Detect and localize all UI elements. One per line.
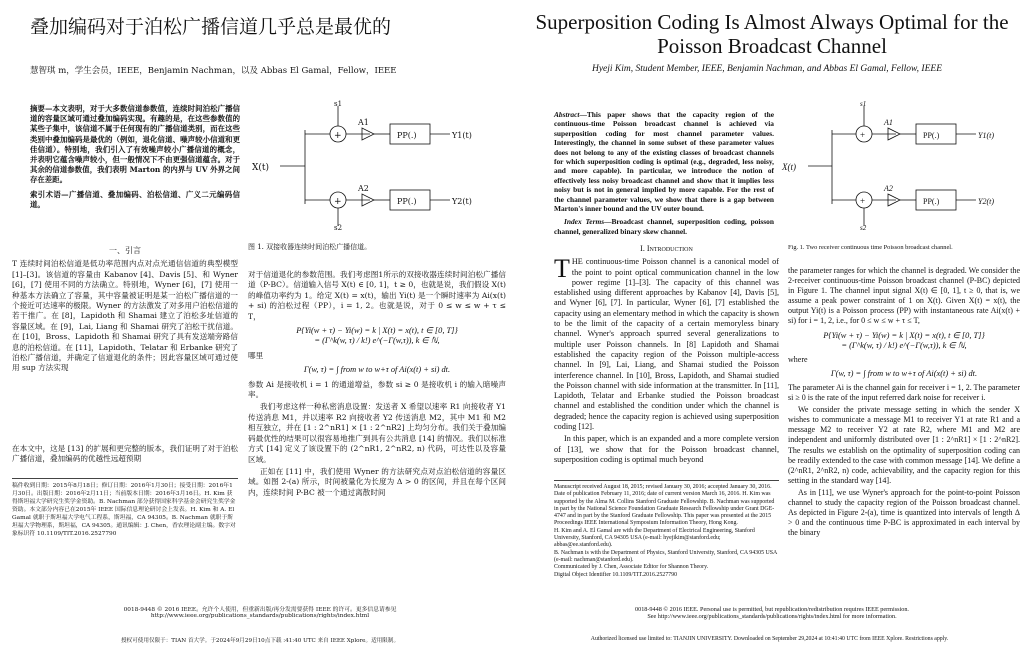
col2-paragraph-3-cn: 我们考虑这样一种私密消息设置：发送者 X 希望以速率 R1 向接收者 Y1 传送消息 M1，并以速率 R2 向接收者 Y2 传送消息 M2，其中 M1 和 M2 相互独立，并在 [1 : 2^nR1] × [1 : 2^nR2] 上均匀分布。我们关于叠加编码最优性的结果可以很容易地推广到具有公共消息 [14] 的情况。我们以标准方式 [14] 定义了该设置下的 (2^nR1, 2^nR2, n) 代码，可达性以及容量区域。 [248,402,506,464]
gamma-formula-en: Γ(w, τ) = ∫ from w to w+τ of Ai(x(t) + si) dt. [830,368,978,378]
intro-paragraph-1-en: HE continuous-time Poisson channel is a canonical model of the point to point optical communication channel in the low power regime [1]–[3]. The capacity of this channel was established using different approaches by Kabanov [4], Davis [5], and Wyner [6], [7]. In particular, Wyner [6], [7] established the capacity using an elementary method in which the capacity is shown to be the limit of the capacity of a certain memoryless binary channel. Wyner's approach spurred several generalizations to multiple user Poisson channels. In [8] Lapidoth and Shamai established the capacity region of the Poisson multiple-access channel. In [9], Lai, Liang, and Shamai studied the Poisson interference channel. In [10], Bross, Lapidoth, and Shamai studied the Poisson channel with side information at the transmitter. In [11], Lapidoth, Telatar and Erbanke studied the Poisson broadcast channel and established the condition under which the channel is degraded; hence the capacity region is achieved using superposition coding [12]. [554,257,779,432]
index-terms-cn: —广播信道、叠加编码、泊松信道、广义二元编码信道。 [30,189,240,209]
copyright-text-en: 0018-9448 © 2016 IEEE. Personal use is permitted, but republication/redistribution requires IEEE permission. [635,606,909,613]
col2-paragraph-3-en: We consider the private message setting in which the sender X wishes to communicate a message M1 to receiver Y1 at rate R1 and a message M2 to receiver Y2 at rate R2, where M1 and M2 are independent and uniformly distributed over [1 : 2^nR1] × [1 : 2^nR2]. The results we establish on the optimality of superposition coding can be readily extended to the case with common message [14]. We define a (2^nR1, 2^nR2, n) code, achievability, and the capacity region for this setting in the standard way [14]. [788,405,1020,485]
adder-plus-1-en: + [860,130,866,140]
download-notice-cn: 授权可使用仅限于：TIAN 首大学。于2024年9月29日10点下载 :41:40 UTC 来自 IEEE Xplore。适用限制。 [120,638,400,644]
index-terms-en: —Broadcast channel, superposition coding, poisson channel, generalized binary skew channel. [554,217,774,236]
abstract-en [554,110,774,236]
prob-formula-lhs-en: P{Yi(w + τ) − Yi(w) = k | X(t) = x(t), t ∈ [0, T]} [823,330,985,340]
probability-formula-en [788,331,1020,351]
footnote-communicated: Communicated by J. Chen, Associate Editor for Shannon Theory. [554,564,709,571]
authors-en: Hyeji Kim, Student Member, IEEE, Benjamin Nachman, and Abbas El Gamal, Fellow, IEEE [591,64,943,74]
copyright-cn [30,604,490,619]
footnote-rule-cn [12,478,238,479]
channel-diagram-cn [250,100,500,230]
pp-label-2-en: PP(.) [923,197,940,206]
copyright-url-cn: http://www.ieee.org/publications_standards/publications/rights/index.html [150,613,370,619]
authors-cn: 慧智琪 m，学生会员，IEEE，Benjamin Nachman，以及 Abbas El Gamal，Fellow，IEEE [30,66,397,76]
col2-paragraph-4-en: As in [11], we use Wyner's approach for the point-to-point Poisson channel to study the capacity region of the Poisson broadcast channel. As depicted in Figure 2-(a), time is quantized into intervals of length Δ > 0 and the continuous time P-BC is approximated in each interval by the binary [788,487,1020,538]
probability-formula-cn [248,326,506,347]
s1-label: s1 [334,100,343,108]
a2-label-en: A2 [884,184,893,193]
col2-paragraph-4-cn: 正如在 [11] 中，我们使用 Wyner 的方法研究点对点泊松信道的容量区域。如图 2-(a) 所示，时间被量化为长度为 Δ > 0 的区间，并且在每个区间内，连续时间 P-BC 被一个通过离散时间 [248,466,506,497]
intro-paragraph-2-en: In this paper, which is an expanded and a more complete version of [13], we show that for the Poisson broadcast channel, superposition coding is optimal much beyond [554,434,779,464]
copyright-en [532,606,1012,620]
y1-label: Y1(t) [452,131,472,140]
a2-label: A2 [358,184,369,193]
intro-column-en [554,240,779,476]
gamma-formula-cn: Γ(w, τ) = ∫ from w to w+τ of Ai(x(t) + si) dt. [303,365,451,375]
diagram-input-label: X(t) [252,163,270,173]
figure-caption-cn: 图 1. 双接收器连续时间泊松广播信道。 [248,243,372,251]
index-terms-label-cn: 索引术语 [30,189,62,199]
col2-paragraph-2-cn: 参数 Ai 是接收机 i = 1 的通道增益，参数 si ≥ 0 是接收机 i 的输入暗噪声率。 [248,379,506,400]
footnote-rule-en [554,480,779,481]
abstract-label-cn: 摘要 [30,104,46,113]
page-title-cn: 叠加编码对于泊松广播信道几乎总是最优的 [30,16,392,38]
s2-label: s2 [334,224,343,232]
footnote-doi: Digital Object Identifier 10.1109/TIT.2016.2527790 [554,571,678,578]
y1-label-en: Y1(t) [978,131,994,140]
footnote-en [554,484,779,600]
adder-plus-1: + [334,131,342,141]
footnote-cn: 稿件收到日期：2015年8月18日；修订日期：2016年1月30日；接受日期：2016年1月30日。出版日期：2016年2月11日；当前版本日期：2016年3月16日。H. Kim 获得斯坦福大学研究生奖学金资助。B. Nachman 部分获得国家科学基金会研究生奖学金资助。本文部分内容已在2015年 IEEE 国际信息理论研讨会上发表。H. Kim 和 A. El Gamal 就职于斯坦福大学电气工程系，斯坦福，CA 94305。B. Nachman 就职于斯坦福大学物理系，斯坦福，CA 94305。通讯编辑：J. Chen，香农理论副主编。数字对象标识符 10.1109/TIT.2016.2527790 [12,483,236,537]
section-heading-cn: 一、引言 [109,246,141,255]
y2-label-en: Y2(t) [978,197,994,206]
prob-formula-rhs-cn: = (Γ^k(w, τ) / k!) e^(−Γ(w,τ)), k ∈ ℕ, [314,336,440,346]
download-notice-en: Authorized licensed use limited to: TIANJIN UNIVERSITY. Downloaded on September 29,2024 at 10:41:40 UTC from IEEE Xplore. Restrictions apply. [590,636,949,642]
s1-label-en: s1 [860,100,867,108]
y2-label: Y2(t) [452,197,472,206]
footnote-manuscript: Manuscript received August 18, 2015; revised January 30, 2016; accepted January 30, 2016. Date of publication February 11, 2016; date of current version March 16, 2016. H. Kim was supported by the Alma M. Collins Stanford Graduate Fellowship. B. Nachman was supported in part by the National Science Foundation Graduate Research Fellowship under Grant DGE-4747 and in part by the Stanford Graduate Fellowship. This paper was presented at the 2015 Proceedings IEEE International Symposium Information Theory, Hong Kong. [554,484,775,527]
adder-plus-2-en: + [860,196,866,206]
footnote-kim-elgamal: H. Kim and A. El Gamal are with the Department of Electrical Engineering, Stanford University, Stanford, CA 94305 USA (e-mail: hyejikim@stanford.edu; abbas@ee.stanford.edu). [554,527,755,549]
abstract-cn [30,104,240,234]
prob-formula-rhs-en: = (Γ^k(w, τ) / k!) e^(−Γ(w,τ)), k ∈ ℕ, [841,340,967,350]
pp-label-2: PP(.) [397,197,417,206]
where-cn: 哪里 [248,350,264,360]
pp-label-1-en: PP(.) [923,131,940,140]
intro-paragraph-2-cn: 在本文中，这是 [13] 的扩展和更完整的版本，我们证明了对于泊松广播信道，叠加编码的优越性远超预期 [12,444,238,464]
diagram-input-label-en: X(t) [782,162,796,172]
col2-paragraph-1-en: the parameter ranges for which the channel is degraded. We consider the 2-receiver continuous-time Poisson broadcast channel (P-BC) depicted in Figure 1. The channel input signal X(t) ∈ [0, 1], t ≥ 0, that is, we assume a peak power constraint of 1 on X(t). Given X(t) = x(t), the output Yi(t) is a Poisson process (PP) with instantaneous rate Ai(x(t) + si) for i = 1, 2, i.e., for 0 ≤ w ≤ w + τ ≤ T, [788,266,1020,326]
s2-label-en: s2 [860,224,867,232]
page-title-en: Superposition Coding Is Almost Always Optimal for the Poisson Broadcast Channel [535,10,1009,58]
pp-label-1: PP(.) [397,131,417,140]
section-heading-en: I. Introduction [640,244,693,253]
body-column-2-en [788,266,1020,602]
index-terms-label-en: Index Terms [564,217,605,227]
where-en: where [788,354,808,364]
abstract-text-en: —This paper shows that the capacity region of the continuous-time Poisson broadcast channel is achieved via superposition coding for most channel parameter values. Interestingly, the channel in some subset of these parameter values does not belong to any of the existing classes of broadcast channels for which superposition coding is optimal (e.g., degraded, less noisy, and more capable). In particular, we introduce the notion of effectively less noisy broadcast channel and show that it implies less noisy but is not in general implied by more capable. For the rest of the channel parameter values, we show that there is a gap between Marton's inner bound and the UV outer bound. [554,110,774,214]
col2-paragraph-2-en: The parameter Ai is the channel gain for receiver i = 1, 2. The parameter si ≥ 0 is the rate of the input referred dark noise for receiver i. [788,382,1020,403]
adder-plus-2: + [334,197,342,207]
intro-paragraph-1-cn: T 连续时间泊松信道是低功率范围内点对点光通信信道的典型模型 [1]–[3]。该信道的容量由 Kabanov [4]、Davis [5]、和 Wyner [6]，[7] 使用不同的方法确立。特别地，Wyner [6]，[7] 使用一种基本方法确立了容量，其中容量被证明是某一泊松广播信道的一个接近可达速率的极限。Wyner 的方法激发了对多用户泊松信道的若干推广。在 [8]，Lapidoth 和 Shamai 建立了泊松多址信道的容量区域。在 [9]，Lai, Liang 和 Shamai 研究了泊松干扰信道。在 [10]，Bross、Lapidoth 和 Shamai 研究了具有发送端旁路信息的泊松信道。在 [11]，Lapidoth、Telatar 和 Erbanke 研究了泊松广播信道，并确定了信道退化的条件；因此容量区域可通过使用 sup 方法实现 [12,259,238,373]
copyright-text-cn: 0018-9448 © 2016 IEEE。允许个人使用，但重新出版/再分发需要获得 IEEE 的许可。更多信息请参见 [123,607,397,613]
a1-label-en: A1 [884,118,893,127]
footnote-nachman: B. Nachman is with the Department of Physics, Stanford University, Stanford, CA 94305 USA (e-mail: nachman@stanford.edu). [554,549,777,563]
abstract-label-en: Abstract [554,110,580,119]
channel-diagram-en [780,100,1020,230]
prob-formula-lhs-cn: P{Yi(w + τ) − Yi(w) = k | X(t) = x(t), t ∈ [0, T]} [296,326,458,336]
abstract-text-cn: —本文表明，对于大多数信道参数值，连续时间泊松广播信道的容量区域可通过叠加编码实现。有趣的是，在这些参数值的某些子集中，该信道不属于任何现有的广播信道类别，而在这些类别中叠加编码是最优的（例如，退化信道、噪声较小信道和更佳信道）。特别地，我们引入了有效噪声较小广播信道的概念，并表明它蕴含噪声较小，但一般情况下不由更强信道蕴含。对于其余的信道参数值，我们表明 Marton 的内界与 UV 外界之间存在差距。 [30,104,240,185]
english-original-page [512,0,1024,652]
dropcap-t: T [554,254,570,284]
a1-label: A1 [358,118,369,127]
body-column-2-cn [248,270,506,600]
figure-caption-en: Fig. 1. Two receiver continuous time Poisson broadcast channel. [788,244,953,251]
col2-paragraph-1-cn: 对于信道退化的参数范围。我们考虑图1所示的双接收器连续时间泊松广播信道（P-BC）。信道输入信号 X(t) ∈ [0, 1]，t ≥ 0，也就是说，我们假设 X(t) 的峰值功率约为 1。给定 X(t) = x(t)，输出 Yi(t) 是一个瞬时速率为 Ai(x(t) + si) 的泊松过程（PP），i = 1, 2。也就是说，对于 0 ≤ w ≤ w + τ ≤ T， [248,270,506,321]
intro-column-cn [12,242,238,442]
copyright-url-en: See http://www.ieee.org/publications_standards/publications/rights/index.html for more information. [647,613,897,620]
